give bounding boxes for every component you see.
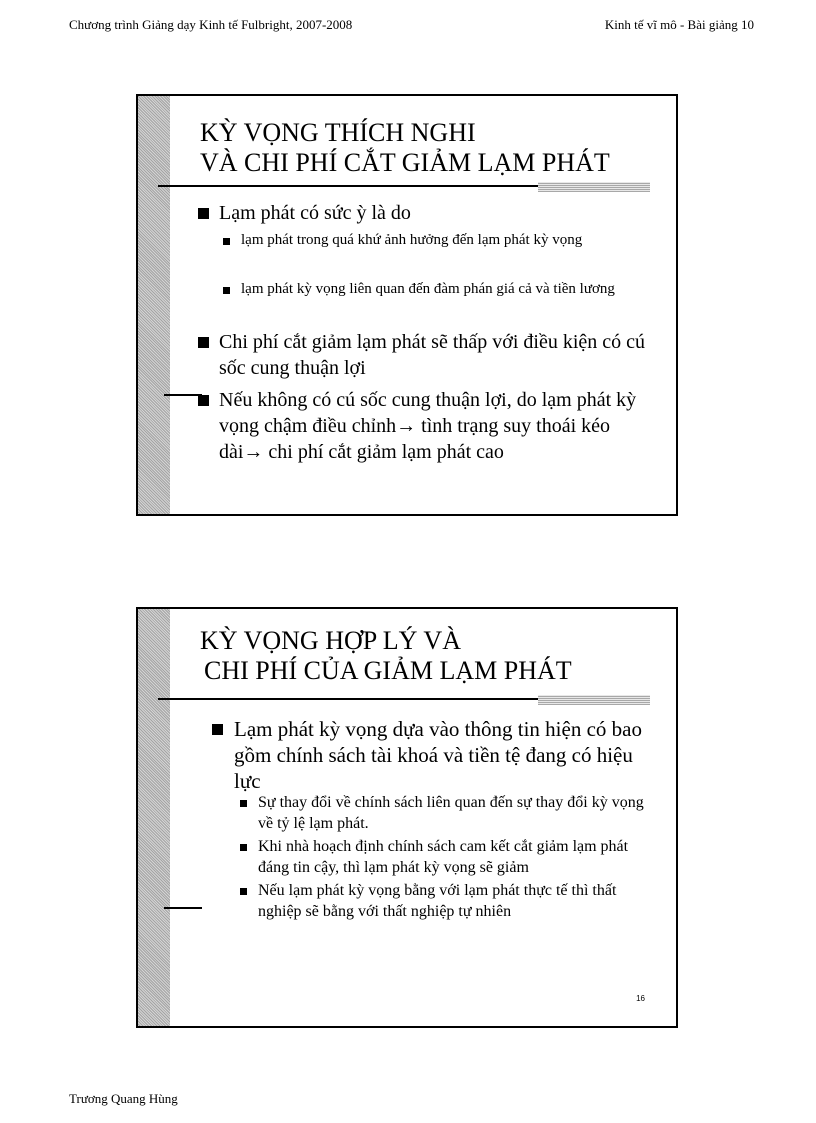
square-bullet-icon [240,844,247,851]
square-bullet-icon [240,888,247,895]
slide-rational-expectations [136,607,678,1028]
bullet-item [198,387,648,465]
sub-bullet-item [240,792,662,834]
square-bullet-icon [223,238,230,245]
bullet-text: Lạm phát kỳ vọng dựa vào thông tin hiện có bao gồm chính sách tài khoá và tiền tệ đang có hiệu lực [234,717,642,793]
sub-bullet-text: Sự thay đổi về chính sách liên quan đến sự thay đổi kỳ vọng về tỷ lệ lạm phát. [258,794,644,832]
sub-bullet-item [223,279,653,300]
title-rule-shade [538,182,650,192]
title-rule-shade [538,695,650,705]
square-bullet-icon [198,208,209,219]
slide-title-line-1: KỲ VỌNG HỢP LÝ VÀ [200,626,461,655]
bullet-text: Nếu không có cú sốc cung thuận lợi, do lạm phát kỳ vọng chậm điều chỉnh→ tình trạng suy thoái kéo dài→ chi phí cắt giảm lạm phát cao [219,389,637,463]
bullet-item [198,329,648,381]
page-header-lecture: Kinh tế vĩ mô - Bài giảng 10 [604,17,754,32]
slide-title-line-2: VÀ CHI PHÍ CẮT GIẢM LẠM PHÁT [200,148,610,177]
slide-adaptive-expectations [136,94,678,516]
page-footer-author: Trương Quang Hùng [69,1091,178,1106]
slide-side-bar [138,96,170,514]
sub-bullet-text: lạm phát kỳ vọng liên quan đến đàm phán giá cả và tiền lương [241,281,615,297]
slide-title-line-2: CHI PHÍ CỦA GIẢM LẠM PHÁT [204,656,572,685]
bullet-item [198,200,638,226]
square-bullet-icon [223,287,230,294]
slide-title-line-1: KỲ VỌNG THÍCH NGHI [200,118,476,147]
slide-number: 16 [636,994,645,1003]
bullet-text: Chi phí cắt giảm lạm phát sẽ thấp với điều kiện có cú sốc cung thuận lợi [219,331,646,379]
square-bullet-icon [198,395,209,406]
sub-bullet-item [223,230,653,251]
square-bullet-icon [212,724,223,735]
bullet-text: Lạm phát có sức ỳ là do [219,202,411,224]
page-header-course: Chương trình Giảng dạy Kinh tế Fulbright, 2007-2008 [69,17,353,32]
square-bullet-icon [240,800,247,807]
sub-bullet-text: Khi nhà hoạch định chính sách cam kết cắt giảm lạm phát đáng tin cậy, thì lạm phát kỳ vọng sẽ giảm [258,838,629,876]
sub-bullet-item [240,836,662,878]
slide-side-bar [138,609,170,1026]
bullet-item [212,716,660,794]
sub-bullet-text: lạm phát trong quá khứ ảnh hưởng đến lạm phát kỳ vọng [241,232,583,248]
slide-title [200,626,572,686]
side-tick [164,394,202,396]
sub-bullet-text: Nếu lạm phát kỳ vọng bằng với lạm phát thực tế thì thất nghiệp sẽ bằng với thất nghiệp tự nhiên [258,882,617,920]
slide-title [200,118,610,178]
side-tick [164,907,202,909]
sub-bullet-item [240,880,662,922]
square-bullet-icon [198,337,209,348]
